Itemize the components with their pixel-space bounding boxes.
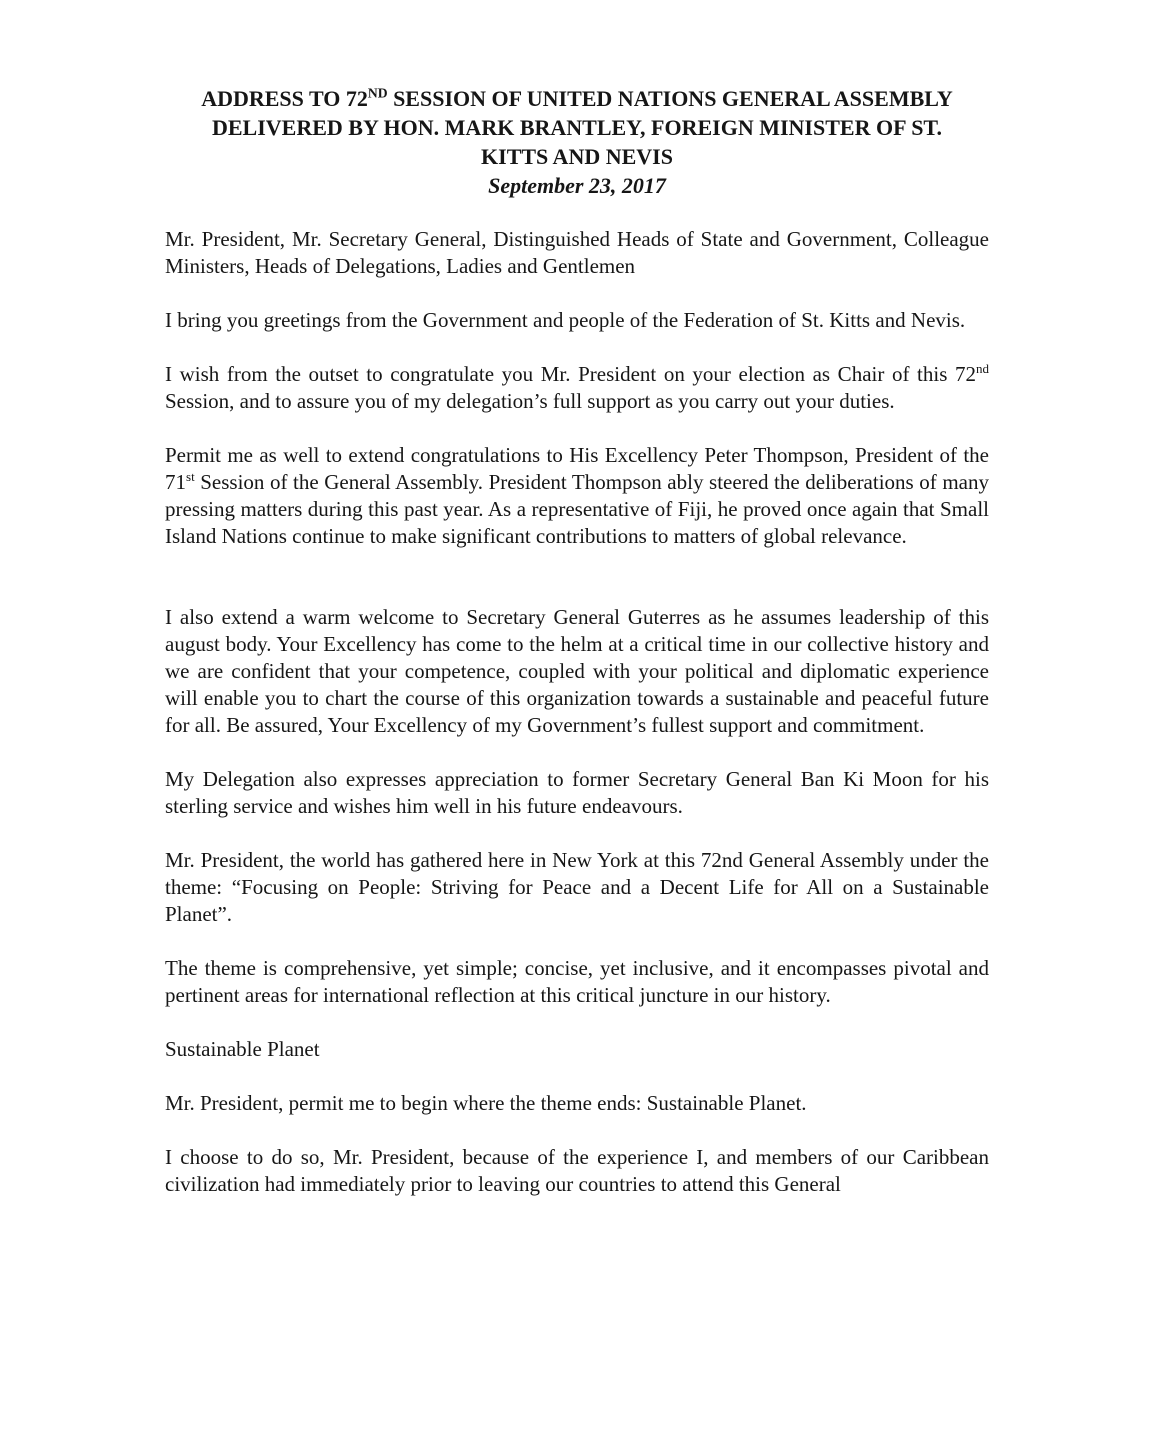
paragraph bbox=[165, 226, 989, 280]
paragraph bbox=[165, 847, 989, 928]
document-body bbox=[165, 226, 989, 1198]
text-segment: DELIVERED BY HON. MARK BRANTLEY, FOREIGN MINISTER OF ST. bbox=[212, 115, 942, 140]
paragraph bbox=[165, 307, 989, 334]
paragraph bbox=[165, 1090, 989, 1117]
text-segment: I choose to do so, Mr. President, because of the experience I, and members of our Caribbean civilization had immediately prior to leaving our countries to attend this General bbox=[165, 1145, 989, 1196]
text-segment: KITTS AND NEVIS bbox=[481, 144, 673, 169]
text-segment: Session, and to assure you of my delegation’s full support as you carry out your duties. bbox=[165, 389, 895, 413]
superscript-text: nd bbox=[975, 361, 989, 376]
text-segment: I also extend a warm welcome to Secretary General Guterres as he assumes leadership of this august body. Your Excellency has come to the helm at a critical time in our collective history and we are confident that your competence, coupled with your political and diplomatic experience will enable you to chart the course of this organization towards a sustainable and peaceful future for all. Be assured, Your Excellency of my Government’s fullest support and commitment. bbox=[165, 605, 989, 737]
paragraph bbox=[165, 1036, 989, 1063]
document-date: September 23, 2017 bbox=[488, 173, 666, 198]
text-segment: Mr. President, Mr. Secretary General, Distinguished Heads of State and Government, Colleague Ministers, Heads of Delegations, Ladies and Gentlemen bbox=[165, 227, 989, 278]
text-segment: The theme is comprehensive, yet simple; concise, yet inclusive, and it encompasses pivotal and pertinent areas for international reflection at this critical juncture in our history. bbox=[165, 956, 989, 1007]
document-title bbox=[165, 84, 989, 200]
superscript-text: ND bbox=[367, 85, 388, 101]
text-segment: Permit me as well to extend congratulations to His Excellency Peter Thompson, President of the 71 bbox=[165, 443, 989, 494]
paragraph bbox=[165, 766, 989, 820]
superscript-text: st bbox=[186, 469, 195, 484]
text-segment: Mr. President, permit me to begin where the theme ends: Sustainable Planet. bbox=[165, 1091, 807, 1115]
title-line bbox=[165, 113, 989, 142]
title-line bbox=[165, 142, 989, 171]
text-segment: ADDRESS TO 72 bbox=[201, 86, 368, 111]
text-segment: Session of the General Assembly. President Thompson ably steered the deliberations of many pressing matters during this past year. As a representative of Fiji, he proved once again that Small Island Nations continue to make significant contributions to matters of global relevance. bbox=[165, 470, 989, 548]
text-segment: My Delegation also expresses appreciation to former Secretary General Ban Ki Moon for his sterling service and wishes him well in his future endeavours. bbox=[165, 767, 989, 818]
paragraph bbox=[165, 442, 989, 550]
blank-line bbox=[165, 577, 989, 604]
text-segment: Mr. President, the world has gathered here in New York at this 72nd General Assembly under the theme: “Focusing on People: Striving for Peace and a Decent Life for All on a Sustainable Planet”. bbox=[165, 848, 989, 926]
text-segment: SESSION OF UNITED NATIONS GENERAL ASSEMBLY bbox=[387, 86, 953, 111]
paragraph bbox=[165, 955, 989, 1009]
text-segment: Sustainable Planet bbox=[165, 1037, 320, 1061]
title-lines bbox=[165, 84, 989, 171]
paragraph bbox=[165, 1144, 989, 1198]
text-segment: I bring you greetings from the Government and people of the Federation of St. Kitts and Nevis. bbox=[165, 308, 966, 332]
paragraph bbox=[165, 604, 989, 739]
title-line bbox=[165, 84, 989, 113]
text-segment: I wish from the outset to congratulate you Mr. President on your election as Chair of this 72 bbox=[165, 362, 976, 386]
paragraph bbox=[165, 361, 989, 415]
